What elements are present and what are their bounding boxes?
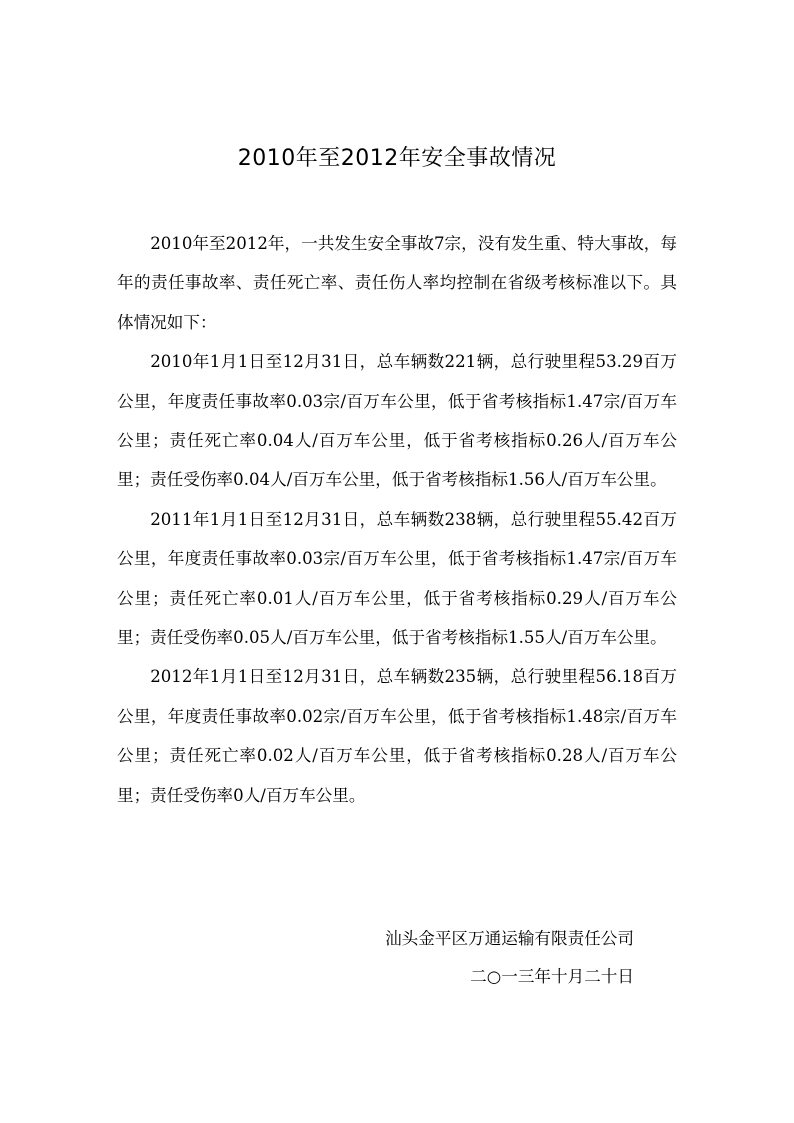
paragraph-2011: 2011年1月1日至12月31日，总车辆数238辆，总行驶里程55.42百万公里，年度责任事故率0.03宗/百万车公里，低于省考核指标1.47宗/百万车公里；责任死亡率0.01人/百万车公里，低于省考核指标0.29人/百万车公里；责任受伤率0.05人/百万车公里，低于省考核指标1.55人/百万车公里。 [117,509,677,648]
document-title: 2010年至2012年安全事故情况 [237,146,557,171]
signature-date: 二○一三年十月二十日 [470,967,634,986]
document-body [117,224,677,815]
paragraph-2012: 2012年1月1日至12月31日，总车辆数235辆，总行驶里程56.18百万公里，年度责任事故率0.02宗/百万车公里，低于省考核指标1.48宗/百万车公里；责任死亡率0.02人/百万车公里，低于省考核指标0.28人/百万车公里；责任受伤率0人/百万车公里。 [117,667,677,805]
signature-company: 汕头金平区万通运输有限责任公司 [385,929,634,948]
paragraph-summary: 2010年至2012年，一共发生安全事故7宗，没有发生重、特大事故，每年的责任事故率、责任死亡率、责任伤人率均控制在省级考核标准以下。具体情况如下： [117,234,677,332]
signature-block [385,920,634,996]
paragraph-2010: 2010年1月1日至12月31日，总车辆数221辆，总行驶里程53.29百万公里，年度责任事故率0.03宗/百万车公里，低于省考核指标1.47宗/百万车公里；责任死亡率0.04人/百万车公里，低于省考核指标0.26人/百万车公里；责任受伤率0.04人/百万车公里，低于省考核指标1.56人/百万车公里。 [117,352,677,490]
